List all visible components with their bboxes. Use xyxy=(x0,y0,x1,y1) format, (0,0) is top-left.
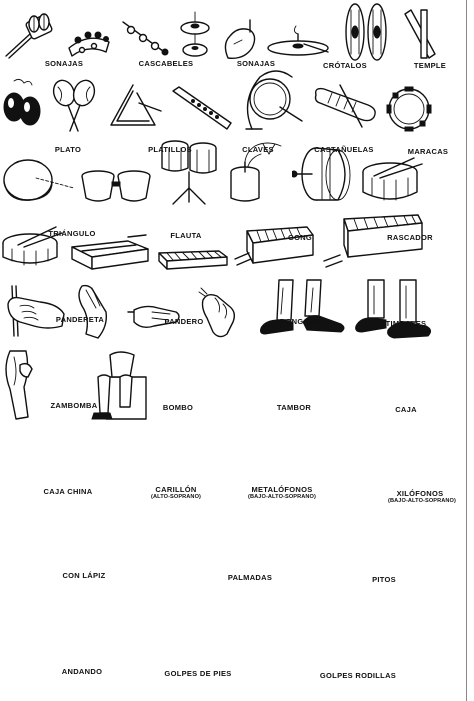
rascador-scraper-icon xyxy=(310,81,380,133)
label-sonajas-1: SONAJAS xyxy=(44,59,84,68)
tambor-snare-drum-icon xyxy=(360,154,424,206)
golpes-rodillas-knees-icon xyxy=(0,347,160,423)
metalofonos-icon xyxy=(233,221,317,273)
label-claves: CLAVES xyxy=(242,145,274,154)
bongoes-icon xyxy=(80,166,154,206)
pandero-frame-drum-icon xyxy=(0,154,76,206)
sublabel-xilofonos: (BAJO-ALTO-SOPRANO) xyxy=(388,498,456,504)
crotalos-icon xyxy=(175,10,215,62)
con-lapiz-hand-icon xyxy=(0,282,68,342)
label-carillon: CARILLÓN xyxy=(155,485,197,494)
sublabel-carillon: (ALTO-SOPRANO) xyxy=(151,494,201,500)
label-caja-china: CAJA CHINA xyxy=(43,487,93,496)
flauta-flute-icon xyxy=(169,83,235,133)
label-tambor: TAMBOR xyxy=(276,403,312,412)
label-timbales: TIMBALES xyxy=(385,319,427,328)
page-edge-line xyxy=(466,0,467,701)
cascabeles-bells-icon xyxy=(64,22,114,62)
label-temple: TEMPLE xyxy=(413,61,447,70)
andando-walking-feet-icon xyxy=(257,278,349,342)
temple-block-icon xyxy=(220,18,260,62)
label-cascabeles: CASCABELES xyxy=(138,59,194,68)
label-pandereta: PANDERETA xyxy=(55,315,105,324)
label-bombo: BOMBO xyxy=(162,403,194,412)
label-plato: PLATO xyxy=(54,145,82,154)
label-golpes-de-pies: GOLPES DE PIES xyxy=(164,669,232,678)
label-metalofonos: METALÓFONOS xyxy=(251,485,313,494)
claves-sticks-icon xyxy=(401,6,445,62)
castanuelas-icon xyxy=(0,75,44,133)
palmadas-clapping-hands-icon xyxy=(72,282,192,342)
label-crotalos: CRÓTALOS xyxy=(323,61,367,70)
carillon-glockenspiel-icon xyxy=(157,243,229,273)
gong-icon xyxy=(240,67,306,133)
label-xilofonos: XILÓFONOS xyxy=(396,489,444,498)
platillos-cymbals-icon xyxy=(337,0,397,62)
label-golpes-rodillas: GOLPES RODILLAS xyxy=(319,671,397,680)
label-maracas: MARACAS xyxy=(407,147,449,156)
plato-cymbal-icon xyxy=(264,22,332,62)
label-castanuelas: CASTAÑUELAS xyxy=(314,145,374,154)
label-sonajas-2: SONAJAS xyxy=(236,59,276,68)
label-zambomba: ZAMBOMBA xyxy=(50,401,98,410)
pandereta-tambourine-icon xyxy=(385,83,435,133)
label-triangulo: TRIÁNGULO xyxy=(48,229,96,238)
sublabel-metalofonos: (BAJO-ALTO-SOPRANO) xyxy=(248,494,316,500)
label-platillos: PLATILLOS xyxy=(148,145,192,154)
label-pandero: PANDERO xyxy=(164,317,204,326)
triangulo-icon xyxy=(105,81,165,133)
xilofonos-xylophone-icon xyxy=(322,211,426,273)
sonajas-rattle-icon xyxy=(0,12,60,62)
sonajas-shaker-icon xyxy=(119,18,171,62)
label-flauta: FLAUTA xyxy=(170,231,202,240)
label-con-lapiz: CON LÁPIZ xyxy=(62,571,106,580)
label-gong: GONG xyxy=(287,233,313,242)
label-caja: CAJA xyxy=(395,405,417,414)
label-rascador: RASCADOR xyxy=(387,233,433,242)
caja-china-woodblock-icon xyxy=(68,233,152,273)
label-andando: ANDANDO xyxy=(61,667,103,676)
pitos-finger-snap-icon xyxy=(197,286,253,342)
label-bongoes: BONGOES xyxy=(279,317,321,326)
maracas-icon xyxy=(48,77,100,133)
label-pitos: PITOS xyxy=(372,575,396,584)
golpes-de-pies-stomping-icon xyxy=(354,278,436,342)
label-palmadas: PALMADAS xyxy=(227,573,273,582)
